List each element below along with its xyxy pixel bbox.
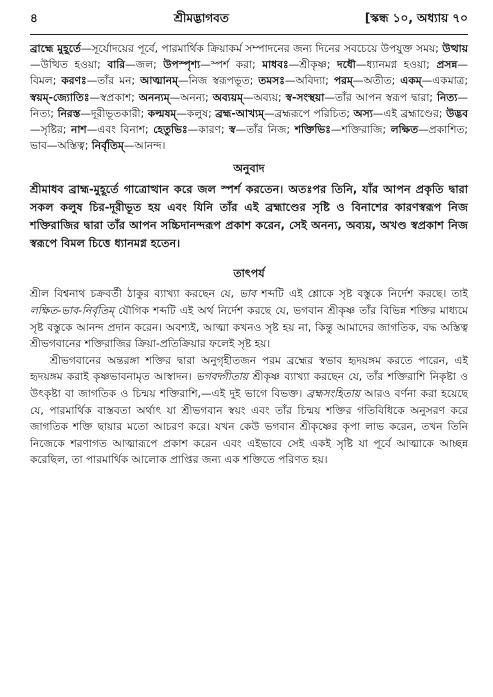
- synonym-meaning: —নিজ স্বরূপভূত;: [177, 75, 259, 88]
- synonym-meaning: —একমাত্র;: [421, 75, 469, 88]
- synonym-meaning: —অবিদ্যা;: [284, 75, 334, 88]
- synonym-term: দধৌ: [337, 59, 356, 72]
- synonym-meaning: —অব্যয়;: [243, 91, 286, 104]
- synonym-term: মাধবঃ: [262, 59, 289, 72]
- book-title: শ্রীমদ্ভাগবত: [173, 11, 229, 25]
- purport-paragraph-2: [30, 353, 468, 469]
- purport-text: শ্রীল বিশ্বনাথ চক্রবর্তী ঠাকুর ব্যাখ্যা করছেন যে,: [30, 288, 240, 301]
- synonym-meaning: —তাঁর আপন স্বরূপ দ্বারা;: [324, 91, 438, 104]
- synonym-meaning: —তাঁর নিজ;: [235, 124, 295, 137]
- synonym-meaning: —কলুষ;: [176, 107, 216, 120]
- synonym-term: কল্মষম্: [147, 107, 177, 120]
- purport-text: শব্দটি এই শ্লোকে সৃষ্ট বস্তুকে নির্দেশ করছে। তাই: [256, 288, 469, 301]
- synonym-term: নিরস্ত: [57, 107, 81, 120]
- synonym-term: অব্যয়ম্: [212, 91, 244, 104]
- synonym-meaning: —শক্তিরাজি;: [330, 124, 391, 137]
- synonym-term: ব্রহ্ম-আখ্যম্: [215, 107, 265, 120]
- translation-heading: অনুবাদ: [233, 162, 265, 176]
- synonym-meaning: —অনন্য;: [169, 91, 213, 104]
- purport-italic-term: ব্রহ্মসংহিতায়: [306, 387, 361, 400]
- document-page: [30, 10, 468, 469]
- synonym-term: অস্য: [353, 107, 373, 120]
- purport-text: আরও বর্ণনা করা হয়েছে যে, পারমার্থিক বাস্তবতা অর্থাৎ যা শ্রীভগবান স্বয়ং এবং তাঁর চিন্ময় শক্তির গতিবিধিকে অনুসরণ করে জাগতিক শক্তি ছায়ার মতো আচরণ করে। যখন কেউ ভগবান শ্রীকৃষ্ণের কৃপা লাভ করেন, তখন তিনি নিজেকে শরণাগত আত্মারূপে প্রকাশ করেন এবং এইভাবে সেই একই সৃষ্টি যা পূর্বে আত্মাকে আচ্ছন্ন করেছিল, তা পারমার্থিক আলোক প্রাপ্তির জন্য এক শক্তিতে পরিণত হয়।: [30, 387, 469, 467]
- synonym-term: প্রসন্ন: [436, 59, 458, 72]
- synonym-meaning: —তাঁর মন;: [86, 75, 141, 88]
- synonym-term: তমসঃ: [258, 75, 285, 88]
- synonym-meaning: —স্পর্শ করা;: [200, 59, 263, 72]
- synonym-meaning: —স্বপ্রকাশ;: [89, 91, 139, 104]
- purport-italic-term: লক্ষিত-ভাব-নির্বৃতিম্: [30, 305, 115, 318]
- synonym-meaning: —আনন্দ।: [123, 140, 166, 153]
- synonym-meaning: —অতীত;: [352, 75, 401, 88]
- synonym-term: করণঃ: [61, 75, 87, 88]
- synonym-term: নির্বৃতিম্: [91, 140, 124, 153]
- synonyms-paragraph: [30, 41, 468, 154]
- synonym-meaning: —এই ব্রহ্মাণ্ডের;: [372, 107, 447, 120]
- synonym-meaning: —শ্রীকৃষ্ণ;: [288, 59, 338, 72]
- synonym-meaning: —উত্থিত হওয়া;: [30, 59, 108, 72]
- purport-italic-term: ভাব: [239, 288, 257, 301]
- synonym-term: অনন্যম্: [138, 91, 170, 104]
- canto-chapter: [স্কন্ধ ১০, অধ্যায় ৭০: [364, 11, 468, 25]
- purport-text: যৌগিক শব্দটি এই অর্থ নির্দেশ করছে যে, ভগবান শ্রীকৃষ্ণ তাঁর বিভিন্ন শক্তির মাধ্যমে সৃষ্ট বস্তুকে আনন্দ প্রদান করেন। অবশ্যই, আত্মা কখনও সৃষ্ট হয় না, কিন্তু আমাদের জাগতিক, বদ্ধ অস্তিত্ব শ্রীভগবানের শক্তিরাজির ক্রিয়া-প্রতিক্রিয়ার ফলেই সৃষ্ট হয়।: [30, 305, 468, 351]
- synonym-term: পরম্: [333, 75, 353, 88]
- synonym-term: উপস্পৃশ্য: [163, 59, 201, 72]
- purport-text: শ্রীভগবানের অন্তরঙ্গা শক্তির দ্বারা অনুগৃহীতজন পরম ব্রহ্মের স্বভাব হৃদয়ঙ্গম করতে পারেন, এই হৃদয়ঙ্গম করাই কৃষ্ণভাবনামৃত আস্বাদন।: [30, 354, 468, 384]
- synonym-term: লক্ষিত: [390, 124, 419, 137]
- synonym-term: স্ব: [229, 124, 236, 137]
- page-number: ৪: [30, 11, 38, 25]
- synonym-meaning: —ধ্যানমগ্ন হওয়া;: [355, 59, 437, 72]
- purport-text: শ্রীকৃষ্ণ ব্যাখ্যা করছেন যে, তাঁর শক্তিরাশি নিকৃষ্টা ও উৎকৃষ্টা বা জাগতিক ও চিন্ময় শক্তিরাশি,—এই দুই ভাগে বিভক্ত।: [30, 371, 468, 400]
- synonym-term: বারি: [107, 59, 126, 72]
- synonym-term: স্বয়ম্-জ্যোতিঃ: [30, 91, 90, 104]
- synonym-term: একম্: [400, 75, 422, 88]
- synonym-term: নিত্য: [437, 91, 458, 104]
- synonym-term: নাশ: [71, 124, 87, 137]
- synonym-term: উত্থায়: [442, 43, 468, 55]
- synonym-meaning: —বিমল;: [30, 59, 469, 88]
- synonym-term: উদ্ভব: [446, 107, 469, 120]
- translation-text: শ্রীমাধব ব্রাহ্ম-মুহূর্তে গাত্রোত্থান করে জল স্পর্শ করতেন। অতঃপর তিনি, যাঁর আপন প্রকৃতি দ্বারা সকল কলুষ চির-দূরীভূত হয় এবং যিনি তাঁর এই ব্রহ্মাণ্ডের সৃষ্টি ও বিনাশের কারণস্বরূপ নিজ শক্তিরাজির দ্বারা তাঁর আপন সচ্চিদানন্দরূপ প্রকাশ করেন, সেই অনন্য, অব্যয়, অখণ্ড স্বপ্রকাশ নিজ স্বরূপে বিমল চিত্তে ধ্যানমগ্ন হতেন।: [30, 183, 468, 251]
- page-header: [30, 10, 468, 32]
- header-rule: [30, 34, 468, 35]
- synonym-meaning: —কারণ;: [187, 124, 230, 137]
- purport-heading: তাৎপর্য: [233, 267, 265, 281]
- synonym-term: হেতুভিঃ: [153, 124, 188, 137]
- synonym-term: শক্তিভিঃ: [294, 124, 331, 137]
- purport-paragraph-1: [30, 286, 468, 352]
- synonym-meaning: —এবং বিনাশ;: [86, 124, 154, 137]
- synonym-term: ব্রাহ্মে মুহূর্তে: [30, 43, 81, 55]
- synonym-meaning: —সূর্যোদয়ের পূর্বে, পারমার্থিক ক্রিয়াকর্ম সম্পাদনের জন্য দিনের সবচেয়ে উপযুক্ত সময়;: [80, 43, 443, 55]
- synonym-term: স্ব-সংস্থয়া: [285, 91, 325, 104]
- purport-italic-term: ভগবদ্গীতায়: [195, 371, 249, 384]
- synonym-meaning: —দূরীভূতকারী;: [80, 107, 148, 120]
- synonym-meaning: —ব্রহ্মরূপে পরিচিত;: [264, 107, 354, 120]
- synonym-meaning: —সৃষ্টির;: [30, 124, 72, 137]
- synonym-meaning: —নিত্য;: [30, 91, 468, 120]
- synonym-meaning: —প্রকাশিত; ভাব—অস্তিত্ব;: [30, 124, 469, 153]
- synonym-meaning: —জল;: [125, 59, 164, 72]
- synonym-term: আত্মানম্: [140, 75, 178, 88]
